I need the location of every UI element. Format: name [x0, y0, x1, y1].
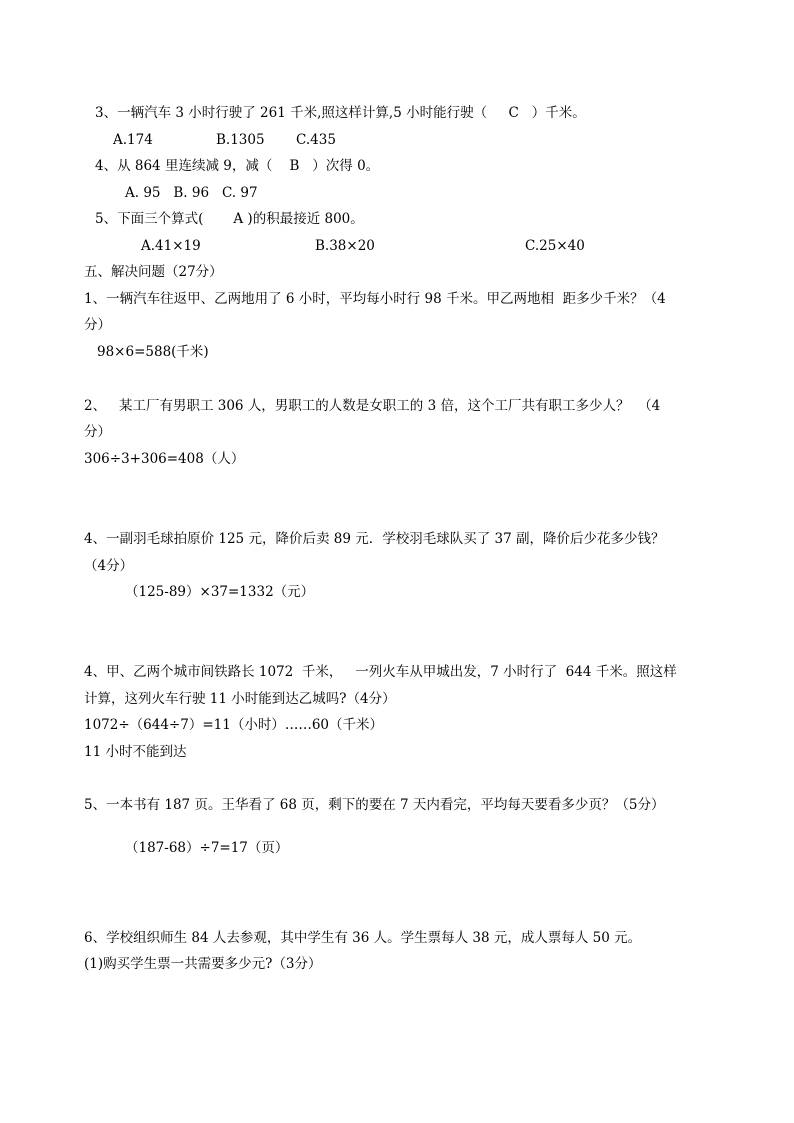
question-4-stem: 4、从 864 里连续减 9，减（ B ）次得 0。 — [95, 158, 380, 174]
problem-4-line-1: 4、甲、乙两个城市间铁路长 1072 千米， 一列火车从甲城出发，7 小时行了 644 千米。照这样 — [84, 664, 677, 680]
question-3-option-b: B.1305 — [216, 132, 265, 148]
problem-3-line-2: （4分） — [84, 558, 134, 574]
question-3-stem: 3、一辆汽车 3 小时行驶了 261 千米,照这样计算,5 小时能行驶（ C ）千米。 — [95, 105, 586, 121]
problem-2-line-1: 2、 某工厂有男职工 306 人，男职工的人数是女职工的 3 倍，这个工厂共有职工多少人？ （4 — [84, 398, 661, 414]
question-5-option-b: B.38×20 — [315, 238, 375, 254]
question-3-option-c: C.435 — [296, 132, 336, 148]
question-5-option-a: A.41×19 — [141, 238, 201, 254]
question-5-stem: 5、下面三个算式( A )的积最接近 800。 — [95, 211, 364, 227]
problem-4-answer-1: 1072÷（644÷7）=11（小时）……60（千米） — [84, 717, 384, 733]
section-title: 五、解决问题（27分） — [84, 264, 223, 280]
question-4-options: A. 95 B. 96 C. 97 — [125, 185, 258, 201]
problem-3-line-1: 4、一副羽毛球拍原价 125 元，降价后卖 89 元．学校羽毛球队买了 37 副，降价后少花多少钱？ — [84, 531, 665, 547]
problem-4-answer-2: 11 小时不能到达 — [84, 744, 187, 760]
problem-6-line-1: 6、学校组织师生 84 人去参观，其中学生有 36 人。学生票每人 38 元，成人票每人 50 元。 — [84, 930, 642, 946]
question-3-option-a: A.174 — [113, 132, 153, 148]
problem-1-line-2: 分） — [84, 317, 111, 333]
problem-3-answer: （125-89）×37=1332（元） — [125, 584, 315, 600]
problem-5-answer: （187-68）÷7=17（页） — [125, 840, 289, 856]
problem-1-answer: 98×6=588(千米) — [97, 344, 209, 360]
problem-2-line-2: 分） — [84, 424, 111, 440]
problem-4-line-2: 计算，这列火车行驶 11 小时能到达乙城吗?（4分） — [84, 691, 396, 707]
problem-5-line-1: 5、一本书有 187 页。王华看了 68 页，剩下的要在 7 天内看完，平均每天要看多少页？（5分） — [84, 797, 665, 813]
problem-6-sub-1: (1)购买学生票一共需要多少元?（3分） — [84, 956, 322, 972]
problem-2-answer: 306÷3+306=408（人） — [84, 451, 245, 467]
problem-1-line-1: 1、一辆汽车往返甲、乙两地用了 6 小时，平均每小时行 98 千米。甲乙两地相 距多少千米？（4 — [84, 291, 666, 307]
question-5-option-c: C.25×40 — [525, 238, 585, 254]
